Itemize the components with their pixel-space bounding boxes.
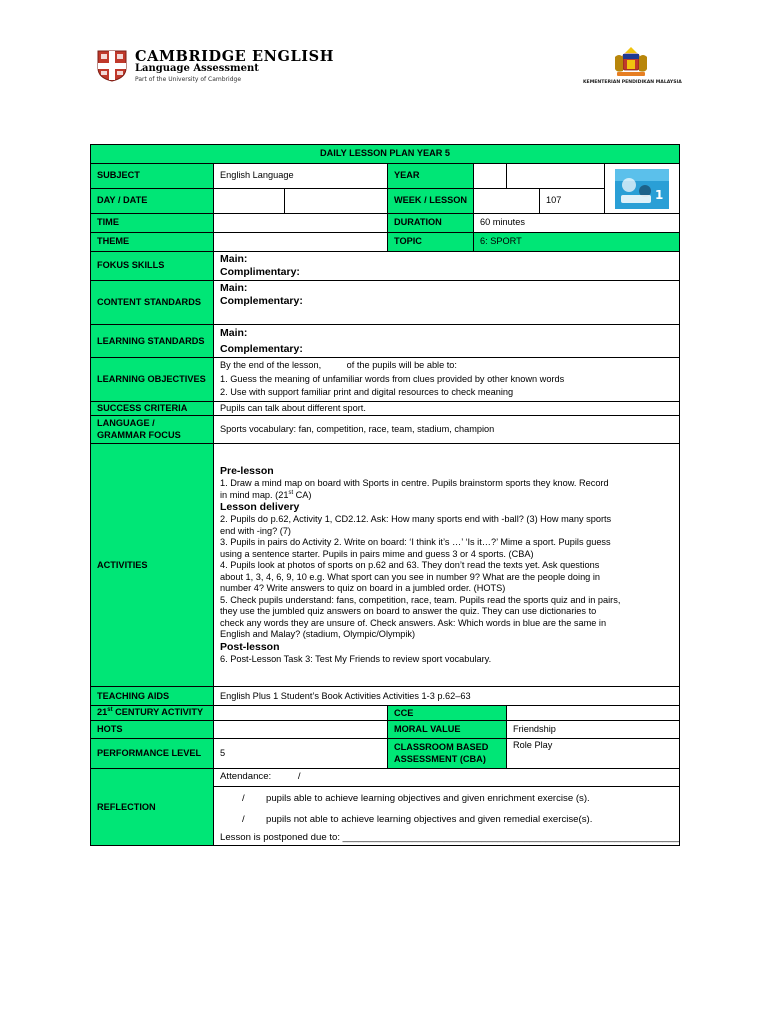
- year-label: YEAR: [388, 164, 474, 189]
- learning-objectives-value: [214, 358, 680, 402]
- teaching-aids-value: English Plus 1 Student’s Book Activities Activities 1-3 p.62–63: [214, 687, 680, 706]
- success-criteria-value: Pupils can talk about different sport.: [214, 401, 680, 416]
- content-standards-value: [214, 281, 680, 325]
- week-lesson-label: WEEK / LESSON: [388, 189, 474, 214]
- cce-value: [507, 706, 680, 721]
- subject-label: SUBJECT: [91, 164, 214, 189]
- activity-2-line-1: 2. Pupils do p.62, Activity 1, CD2.12. Ask: How many sports end with -ball? (3) How many sports: [220, 514, 612, 525]
- learning-main: Main:: [220, 326, 248, 339]
- fokus-complimentary: Complimentary:: [220, 266, 300, 279]
- learning-complementary: Complementary:: [220, 342, 303, 355]
- performance-level-label: PERFORMANCE LEVEL: [91, 739, 214, 769]
- time-value: [214, 214, 388, 233]
- topic-value: 6: SPORT: [474, 233, 680, 252]
- activity-5-line-4: English and Malay? (stadium, Olympic/Olympik): [220, 629, 416, 640]
- subject-row: [91, 164, 680, 189]
- activity-6: 6. Post-Lesson Task 3: Test My Friends to review sport vocabulary.: [220, 653, 492, 664]
- activity-1-line-1: 1. Draw a mind map on board with Sports in centre. Pupils brainstorm sports they know. Record: [220, 478, 609, 489]
- date-value: [285, 189, 388, 214]
- activity-1-line-2: in mind map. (21st CA): [220, 489, 312, 500]
- century-row: [91, 706, 680, 721]
- language-label-line-2: GRAMMAR FOCUS: [97, 429, 181, 440]
- ministry-name: KEMENTERIAN PENDIDIKAN MALAYSIA: [583, 80, 682, 85]
- theme-value: [214, 233, 388, 252]
- hots-value: [214, 721, 388, 739]
- century-activity-label: 21st CENTURY ACTIVITY: [91, 706, 214, 721]
- duration-label: DURATION: [388, 214, 474, 233]
- learning-standards-value: [214, 325, 680, 358]
- topic-label: TOPIC: [388, 233, 474, 252]
- moral-value: Friendship: [507, 721, 680, 739]
- time-label: TIME: [91, 214, 214, 233]
- performance-level-value: 5: [214, 739, 388, 769]
- teaching-aids-label: TEACHING AIDS: [91, 687, 214, 706]
- theme-label: THEME: [91, 233, 214, 252]
- post-lesson-heading: Post-lesson: [220, 640, 280, 653]
- postponed-line: Lesson is postponed due to: _______________________________________________________________: [220, 832, 679, 844]
- brand-tagline: Part of the University of Cambridge: [135, 76, 242, 83]
- activity-2-line-2: end with -ing? (7): [220, 525, 291, 536]
- language-focus-value: Sports vocabulary: fan, competition, race, team, stadium, champion: [214, 416, 680, 444]
- activity-4-line-2: about 1, 3, 4, 6, 9, 10 e.g. What sport can you see in number 9? What are the people doing in: [220, 571, 600, 582]
- activity-3-line-2: using a sentence starter. Pupils in pairs mime and guess 3 or 4 sports. (CBA): [220, 548, 534, 559]
- reflection-line-2: / pupils not able to achieve learning objectives and given remedial exercise(s).: [242, 814, 593, 826]
- learning-standards-label: LEARNING STANDARDS: [91, 325, 214, 358]
- fokus-row: [91, 252, 680, 281]
- activities-label: ACTIVITIES: [91, 444, 214, 687]
- subject-value: English Language: [214, 164, 388, 189]
- pre-lesson-heading: Pre-lesson: [220, 465, 274, 478]
- cambridge-logo: [97, 48, 337, 84]
- activity-4-line-1: 4. Pupils look at photos of sports on p.62 and 63. They don’t read the texts yet. Ask questions: [220, 560, 600, 571]
- page-header: [0, 0, 768, 100]
- week-value: [474, 189, 540, 214]
- hots-row: [91, 721, 680, 739]
- cba-value: Role Play: [507, 739, 680, 769]
- learning-objectives-label: LEARNING OBJECTIVES: [91, 358, 214, 402]
- lesson-delivery-heading: Lesson delivery: [220, 501, 300, 514]
- fokus-skills-value: [214, 252, 680, 281]
- objectives-intro: By the end of the lesson, of the pupils will be able to:: [220, 360, 457, 371]
- activity-4-line-3: number 4? Write answers to quiz on board in a jumbled order. (HOTS): [220, 583, 506, 594]
- cce-label: CCE: [388, 706, 507, 721]
- activities-row: [91, 444, 680, 687]
- language-focus-label: [91, 416, 214, 444]
- svg-text:1: 1: [655, 187, 664, 202]
- day-value: [214, 189, 285, 214]
- ministry-logo: [583, 45, 682, 87]
- moral-value-label: MORAL VALUE: [388, 721, 507, 739]
- activity-5-line-2: they use the jumbled quiz answers on board to answer the quiz. They can use dictionaries to: [220, 606, 597, 617]
- attendance-line: Attendance: /: [214, 769, 679, 787]
- brand-subtitle: Language Assessment: [135, 63, 259, 74]
- content-main: Main:: [220, 282, 248, 295]
- reflection-value: [214, 769, 680, 846]
- objectives-row: [91, 358, 680, 402]
- cba-label: [388, 739, 507, 769]
- activities-value: [214, 444, 680, 687]
- title-row: [91, 145, 680, 164]
- fokus-skills-label: FOKUS SKILLS: [91, 252, 214, 281]
- reflection-row: [91, 769, 680, 846]
- content-complementary: Complementary:: [220, 295, 303, 308]
- activity-5-line-3: check any words they are unsure of. Check answers. Ask: Which words in blue are the same in: [220, 617, 607, 628]
- malaysia-crest-icon: [611, 45, 651, 79]
- language-label-line-1: LANGUAGE /: [97, 418, 155, 429]
- duration-value: 60 minutes: [474, 214, 680, 233]
- plan-title: DAILY LESSON PLAN YEAR 5: [91, 145, 680, 164]
- teaching-aids-row: [91, 687, 680, 706]
- lesson-plan-table: [90, 144, 680, 846]
- activity-3-line-1: 3. Pupils in pairs do Activity 2. Write on board: ‘I think it’s …’ ‘Is it…?’ Mime a sport. Pupils guess: [220, 537, 611, 548]
- hots-label: HOTS: [91, 721, 214, 739]
- theme-row: [91, 233, 680, 252]
- year-extra: [507, 164, 605, 189]
- cba-label-line-1: CLASSROOM BASED: [394, 742, 489, 753]
- brand-name: CAMBRIDGE ENGLISH: [135, 48, 335, 65]
- success-criteria-label: SUCCESS CRITERIA: [91, 401, 214, 416]
- day-date-label: DAY / DATE: [91, 189, 214, 214]
- performance-row: [91, 739, 680, 769]
- year-value: [474, 164, 507, 189]
- content-standards-label: CONTENT STANDARDS: [91, 281, 214, 325]
- reflection-line-1: / pupils able to achieve learning objectives and given enrichment exercise (s).: [242, 793, 590, 805]
- english-plus-book-icon: [615, 169, 669, 209]
- time-row: [91, 214, 680, 233]
- lesson-number: 107: [540, 189, 605, 214]
- fokus-main: Main:: [220, 253, 248, 265]
- century-activity-value: [214, 706, 388, 721]
- activity-5-line-1: 5. Check pupils understand: fans, competition, race, team. Pupils read the sports quiz and in pairs,: [220, 594, 621, 605]
- objective-1: 1. Guess the meaning of unfamiliar words from clues provided by other known words: [220, 373, 565, 384]
- content-row: [91, 281, 680, 325]
- book-cover-cell: [605, 164, 680, 214]
- language-row: [91, 416, 680, 444]
- objective-2: 2. Use with support familiar print and digital resources to check meaning: [220, 387, 514, 398]
- success-row: [91, 401, 680, 416]
- reflection-label: REFLECTION: [91, 769, 214, 846]
- cambridge-shield-icon: [97, 50, 127, 82]
- cba-label-line-2: ASSESSMENT (CBA): [394, 753, 486, 764]
- learning-standards-row: [91, 325, 680, 358]
- day-row: [91, 189, 680, 214]
